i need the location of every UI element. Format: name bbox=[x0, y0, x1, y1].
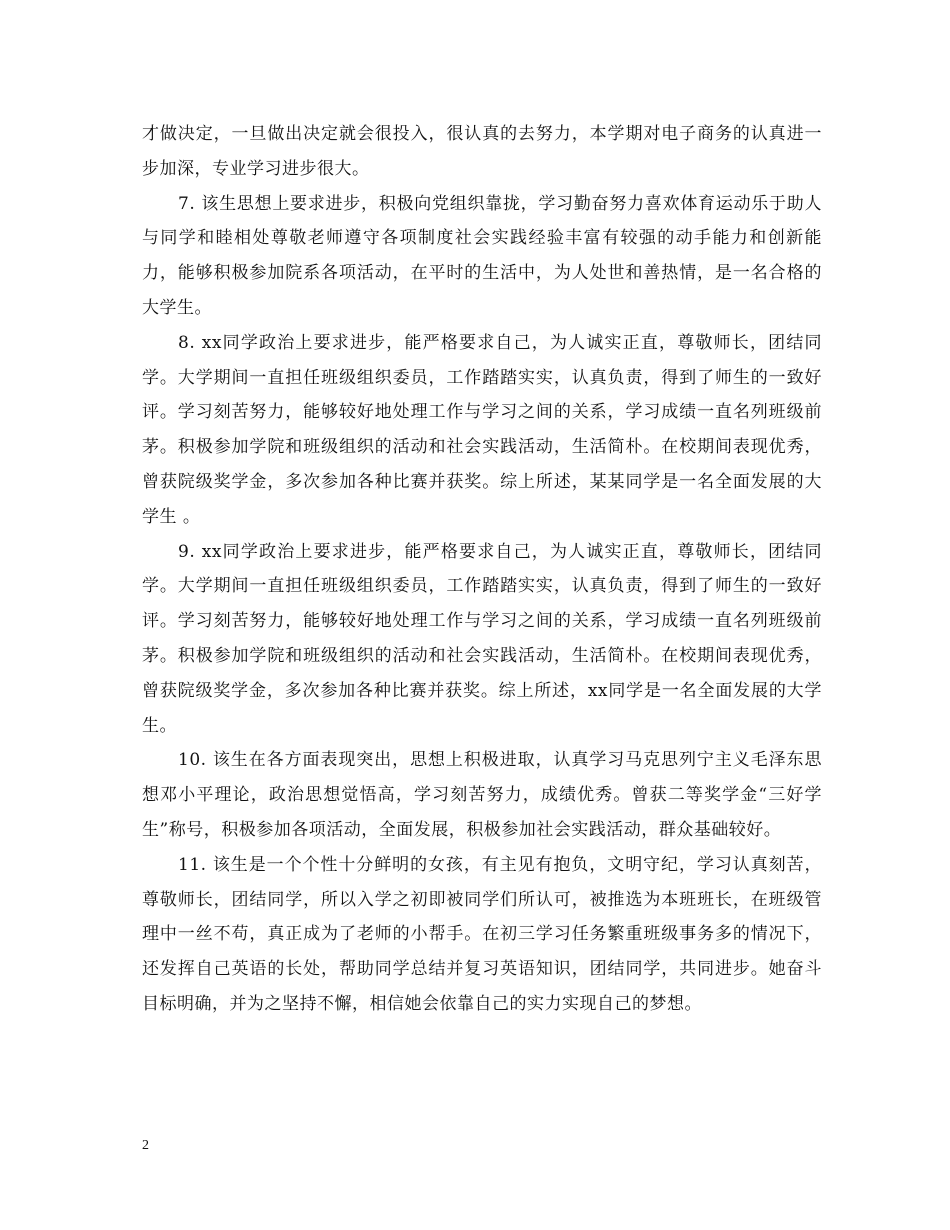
paragraph-item-7: 7. 该生思想上要求进步，积极向党组织靠拢，学习勤奋努力喜欢体育运动乐于助人与同学和睦相处尊敬老师遵守各项制度社会实践经验丰富有较强的动手能力和创新能力，能够积极参加院系各项活动，在平时的生活中，为人处世和善热情，是一名合格的大学生。 bbox=[142, 193, 822, 318]
paragraph-item-11: 11. 该生是一个个性十分鲜明的女孩，有主见有抱负，文明守纪，学习认真刻苦，尊敬师长，团结同学，所以入学之初即被同学们所认可，被推选为本班班长，在班级管理中一丝不苟，真正成为了老师的小帮手。在初三学习任务繁重班级事务多的情况下，还发挥自己英语的长处，帮助同学总结并复习英语知识，团结同学，共同进步。她奋斗目标明确，并为之坚持不懈，相信她会依靠自己的实力实现自己的梦想。 bbox=[142, 854, 822, 1014]
paragraph-item-10: 10. 该生在各方面表现突出，思想上积极进取，认真学习马克思列宁主义毛泽东思想邓小平理论，政治思想觉悟高，学习刻苦努力，成绩优秀。曾获二等奖学金“三好学生”称号，积极参加各项活动，全面发展，积极参加社会实践活动，群众基础较好。 bbox=[142, 750, 822, 840]
document-body bbox=[142, 117, 822, 1022]
paragraph-continuation: 才做决定，一旦做出决定就会很投入，很认真的去努力，本学期对电子商务的认真进一步加深，专业学习进步很大。 bbox=[142, 124, 822, 179]
page-number: 2 bbox=[142, 1138, 149, 1153]
paragraph-item-9: 9. xx同学政治上要求进步，能严格要求自己，为人诚实正直，尊敬师长，团结同学。大学期间一直担任班级组织委员，工作踏踏实实，认真负责，得到了师生的一致好评。学习刻苦努力，能够较好地处理工作与学习之间的关系，学习成绩一直名列班级前茅。积极参加学院和班级组织的活动和社会实践活动，生活简朴。在校期间表现优秀，曾获院级奖学金，多次参加各种比赛并获奖。综上所述，xx同学是一名全面发展的大学生。 bbox=[142, 541, 822, 736]
paragraph-item-8: 8. xx同学政治上要求进步，能严格要求自己，为人诚实正直，尊敬师长，团结同学。大学期间一直担任班级组织委员，工作踏踏实实，认真负责，得到了师生的一致好评。学习刻苦努力，能够较好地处理工作与学习之间的关系，学习成绩一直名列班级前茅。积极参加学院和班级组织的活动和社会实践活动，生活简朴。在校期间表现优秀，曾获院级奖学金，多次参加各种比赛并获奖。综上所述，某某同学是一名全面发展的大学生 。 bbox=[142, 332, 822, 527]
